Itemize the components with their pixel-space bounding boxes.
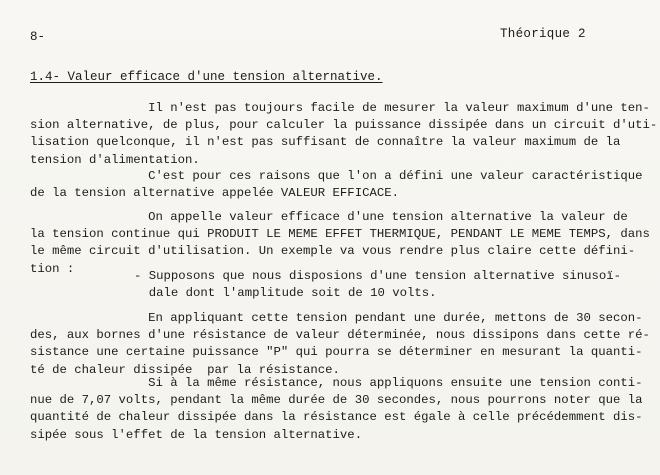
paragraph-line: En appliquant cette tension pendant une durée, mettons de 30 secon- bbox=[30, 311, 643, 325]
paragraph-2 bbox=[30, 168, 643, 202]
paragraph-line: On appelle valeur efficace d'une tension alternative la valeur de bbox=[30, 210, 628, 224]
bullet-line: - Supposons que nous disposions d'une tension alternative sinusoï- bbox=[134, 269, 622, 283]
paragraph-line: des, aux bornes d'une résistance de valeur déterminée, nous dissipons dans cette ré- bbox=[30, 328, 650, 343]
bullet-line: dale dont l'amplitude soit de 10 volts. bbox=[134, 286, 437, 301]
paragraph-1 bbox=[30, 100, 658, 169]
paragraph-line: Si à la même résistance, nous appliquons ensuite une tension conti- bbox=[30, 376, 643, 390]
paragraph-line: quantité de chaleur dissipée dans la résistance est égale à celle précédemment dis- bbox=[30, 410, 643, 425]
paragraph-line: lisation quelconque, il n'est pas suffisant de connaître la valeur maximum de la bbox=[30, 135, 621, 150]
paragraph-line: sistance une certaine puissance "P" qui pourra se déterminer en mesurant la quanti- bbox=[30, 345, 643, 360]
paragraph-line: sion alternative, de plus, pour calculer la puissance dissipée dans un circuit d'uti- bbox=[30, 118, 658, 133]
paragraph-line: sipée sous l'effet de la tension alternative. bbox=[30, 427, 363, 442]
page-number: 8- bbox=[30, 30, 46, 44]
chapter-label: Théorique 2 bbox=[500, 27, 586, 41]
paragraph-line: C'est pour ces raisons que l'on a défini une valeur caractéristique bbox=[30, 169, 643, 183]
paragraph-line: le même circuit d'utilisation. Un exemple va vous rendre plus claire cette défini- bbox=[30, 244, 636, 259]
paragraph-line: tion : bbox=[30, 261, 75, 276]
paragraph-4 bbox=[30, 310, 650, 379]
paragraph-line: nue de 7,07 volts, pendant la même durée de 30 secondes, nous pourrons noter que la bbox=[30, 393, 643, 408]
paragraph-line: té de chaleur dissipée par la résistance. bbox=[30, 362, 340, 377]
paragraph-line: Il n'est pas toujours facile de mesurer la valeur maximum d'une ten- bbox=[30, 101, 650, 115]
paragraph-line: de la tension alternative appelée VALEUR EFFICACE. bbox=[30, 186, 399, 201]
section-title: 1.4- Valeur efficace d'une tension alternative. bbox=[30, 70, 383, 84]
bullet-item bbox=[134, 268, 622, 302]
paragraph-line: tension d'alimentation. bbox=[30, 152, 200, 167]
paragraph-5 bbox=[30, 375, 643, 444]
paragraph-line: la tension continue qui PRODUIT LE MEME EFFET THERMIQUE, PENDANT LE MEME TEMPS, dans bbox=[30, 227, 650, 242]
